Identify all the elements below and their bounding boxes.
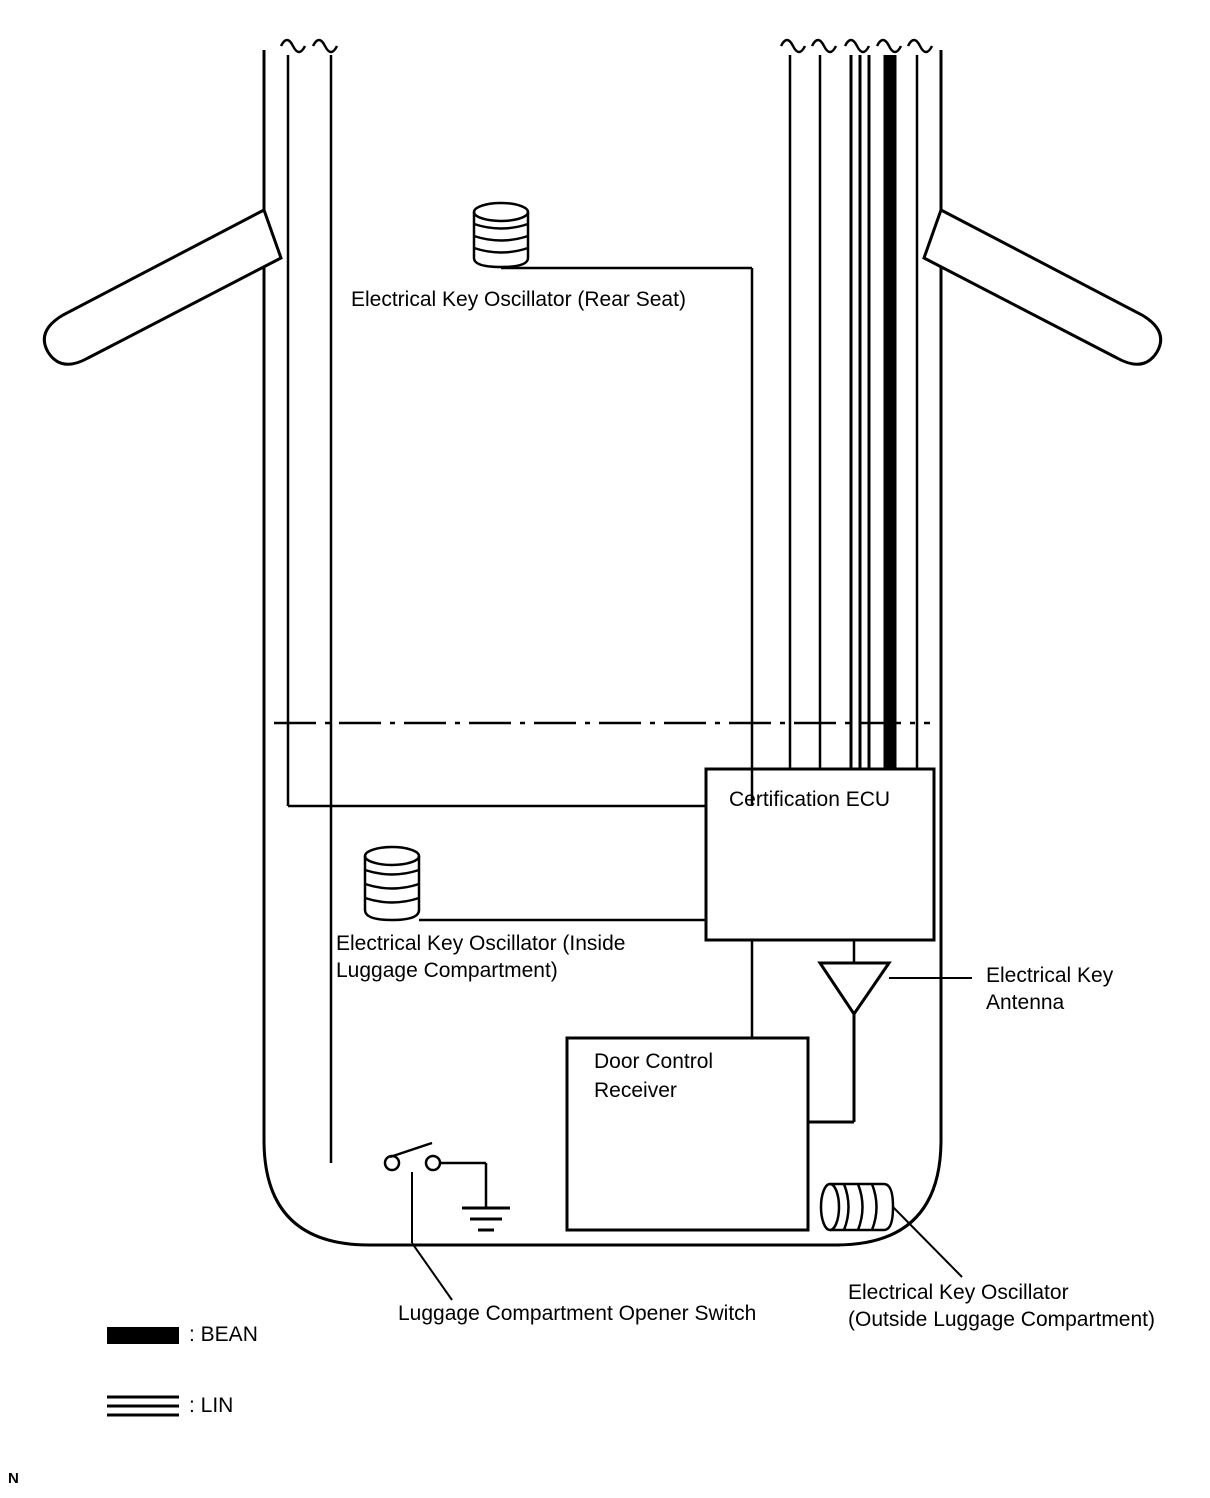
break-mark-3 [781, 40, 805, 52]
right-arm-shape [924, 210, 1161, 364]
left-arm-shape [44, 210, 281, 364]
label-certification-ecu: Certification ECU [729, 788, 891, 811]
label-oscillator-rear-seat: Electrical Key Oscillator (Rear Seat) [351, 288, 686, 311]
break-mark-7 [908, 40, 932, 52]
ground-symbol-icon [462, 1208, 510, 1230]
oscillator-rear-seat-icon [474, 203, 528, 267]
label-oscillator-outside-luggage-line1: Electrical Key Oscillator [848, 1281, 1069, 1304]
label-oscillator-outside-luggage-line2: (Outside Luggage Compartment) [848, 1308, 1155, 1331]
oscillator-inside-luggage-icon [365, 847, 419, 920]
oscillator-outside-luggage-icon [821, 1184, 893, 1230]
label-door-control-receiver-line1: Door Control [594, 1050, 714, 1073]
break-mark-4 [812, 40, 836, 52]
luggage-opener-switch-icon [385, 1143, 486, 1208]
leader-osc-outside [893, 1207, 962, 1277]
break-mark-5 [845, 40, 869, 52]
break-mark-6 [877, 40, 901, 52]
label-door-control-receiver-line2: Receiver [594, 1079, 677, 1102]
break-mark-1 [281, 40, 305, 52]
break-mark-2 [313, 40, 337, 52]
legend-bean-swatch [107, 1327, 179, 1344]
leader-switch-b [412, 1243, 452, 1300]
legend-label-bean: : BEAN [189, 1323, 258, 1346]
legend-lin-swatch [107, 1397, 179, 1415]
corner-mark: N [8, 1470, 19, 1487]
electrical-key-antenna-icon [808, 963, 889, 1122]
legend-label-lin: : LIN [189, 1394, 234, 1417]
label-electrical-key-antenna-line1: Electrical Key [986, 964, 1114, 987]
label-oscillator-inside-luggage-line1: Electrical Key Oscillator (Inside [336, 932, 626, 955]
label-oscillator-inside-luggage-line2: Luggage Compartment) [336, 959, 558, 982]
label-luggage-opener-switch: Luggage Compartment Opener Switch [398, 1302, 757, 1325]
label-electrical-key-antenna-line2: Antenna [986, 991, 1065, 1014]
